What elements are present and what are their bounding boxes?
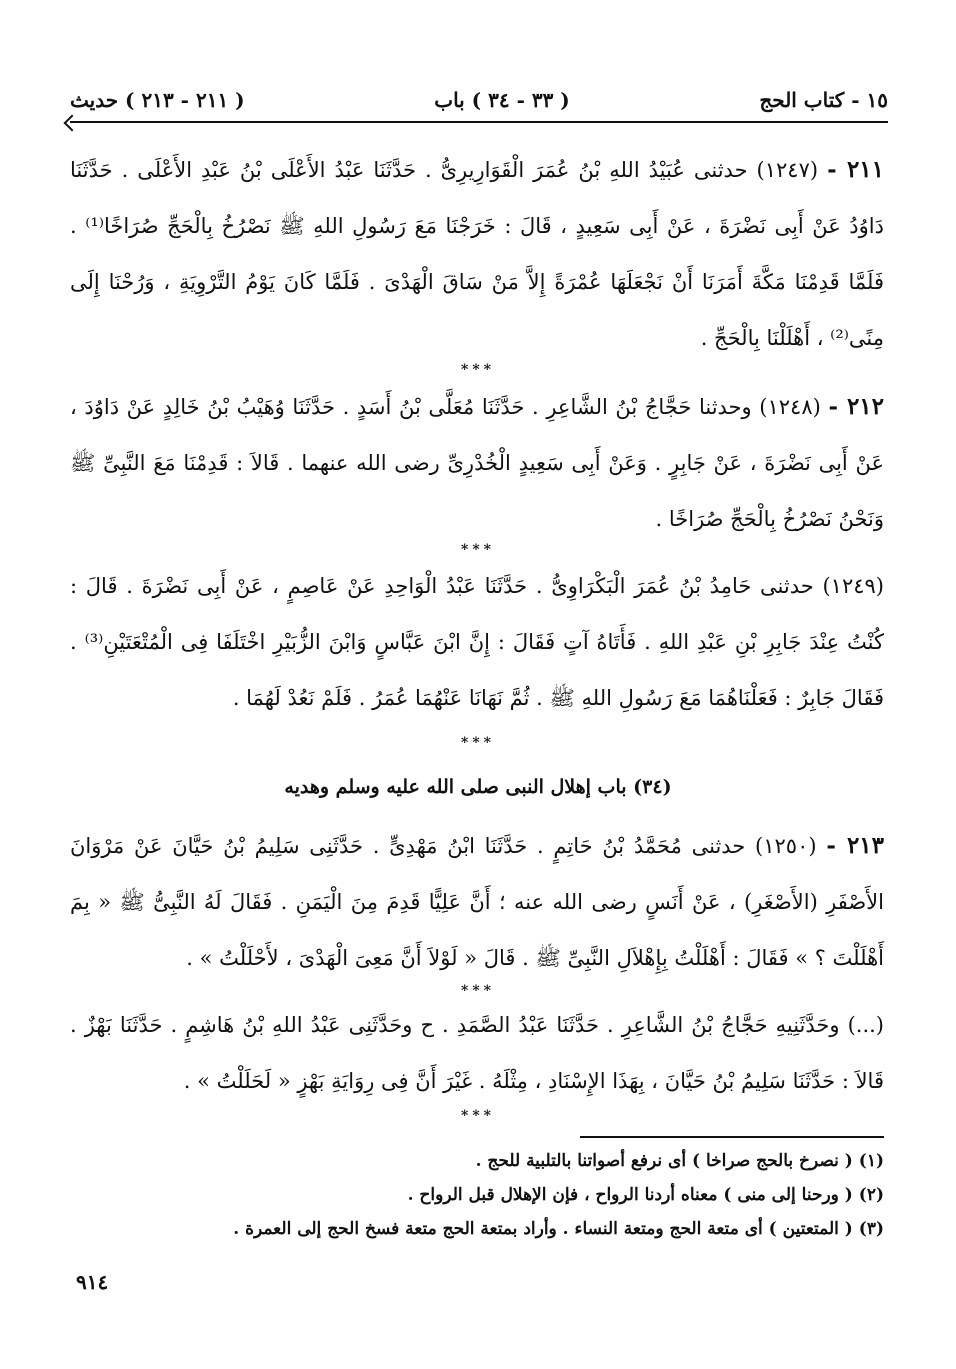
hadith-text: (١٢٤٧) حدثنى عُبَيْدُ اللهِ بْنُ عُمَرَ الْقَوَارِيرِىُّ . حَدَّثَنَا عَبْدُ الأَعْلَى بْنُ عَبْدِ الأَعْلَى . حَدَّثَنَا دَاوُدُ عَنْ أَبِى نَضْرَةَ ، عَنْ أَبِى سَعِيدٍ ، قَالَ : خَرَجْنَا مَعَ رَسُولِ اللهِ ﷺ نَصْرُخُ بِالْحَجِّ صُرَاخًا⁽¹⁾ . فَلَمَّا قَدِمْنَا مَكَّةَ أَمَرَنَا أَنْ نَجْعَلَهَا عُمْرَةً إِلاَّ مَنْ سَاقَ الْهَدْىَ . فَلَمَّا كَانَ يَوْمُ التَّرْوِيَةِ ، وَرُحْنَا إِلَى مِنًى⁽²⁾ ، أَهْلَلْنَا بِالْحَجِّ .: [70, 158, 884, 350]
footnote: (١) ( نصرخ بالحج صراخا ) أى نرفع أصواتنا بالتلبية للحج .: [475, 1151, 884, 1171]
section-separator: ***: [461, 542, 495, 558]
page-number: ٩١٤: [76, 1270, 109, 1294]
footnotes: [80, 1144, 884, 1246]
section-separator: ***: [461, 362, 495, 378]
section-separator: ***: [461, 735, 495, 751]
hadith-211: [70, 142, 884, 366]
footnote: (٢) ( ورحنا إلى منى ) معناه أردنا الرواح ، فإن الإهلال قبل الرواح .: [407, 1185, 884, 1205]
hadith-text: (١٢٤٩) حدثنى حَامِدُ بْنُ عُمَرَ الْبَكْرَاوِىُّ . حَدَّثَنَا عَبْدُ الْوَاحِدِ عَنْ عَاصِمٍ ، عَنْ أَبِى نَضْرَةَ . قَالَ : كُنْتُ عِنْدَ جَابِرِ بْنِ عَبْدِ اللهِ . فَأَتَاهُ آتٍ فَقَالَ : إِنَّ ابْنَ عَبَّاسٍ وَابْنَ الزُّبَيْرِ اخْتَلَفَا فِى الْمُتْعَتَيْنِ⁽³⁾ . فَقَالَ جَابِرٌ : فَعَلْنَاهُمَا مَعَ رَسُولِ اللهِ ﷺ . ثُمَّ نَهَانَا عَنْهُمَا عُمَرُ . فَلَمْ نَعُدْ لَهُمَا .: [70, 574, 884, 710]
hadith-text: (١٢٥٠) حدثنى مُحَمَّدُ بْنُ حَاتِمٍ . حَدَّثَنَا ابْنُ مَهْدِىٍّ . حَدَّثَنِى سَلِيمُ بْنُ حَيَّانَ عَنْ مَرْوَانَ الأَصْفَرِ (الأَصْغَرِ) ، عَنْ أَنَسٍ رضى الله عنه ؛ أَنَّ عَلِيًّا قَدِمَ مِنَ الْيَمَنِ . فَقَالَ لَهُ النَّبِىُّ ﷺ « بِمَ أَهْلَلْتَ ؟ » فَقَالَ : أَهْلَلْتُ بِإِهْلاَلِ النَّبِىِّ ﷺ . قَالَ « لَوْلاَ أَنَّ مَعِىَ الْهَدْىَ ، لأَحْلَلْتُ » .: [70, 834, 884, 970]
hadith-text: (...) وحَدَّثَنِيهِ حَجَّاجُ بْنُ الشَّاعِرِ . حَدَّثَنَا عَبْدُ الصَّمَدِ . ح وحَدَّثَنِى عَبْدُ اللهِ بْنُ هَاشِمٍ . حَدَّثَنَا بَهْزٌ . قَالاَ : حَدَّثَنَا سَلِيمُ بْنُ حَيَّانَ ، بِهَذَا الإِسْنَادِ ، مِثْلَهُ . غَيْرَ أَنَّ فِى رِوَايَةِ بَهْزٍ « لَحَلَلْتُ » .: [70, 1013, 884, 1093]
section-separator: ***: [461, 983, 495, 999]
hadith-1249: [70, 558, 884, 726]
hadith-213: [70, 818, 884, 986]
footnote: (٣) ( المتعتين ) أى متعة الحج ومتعة النساء . وأراد بمتعة الحج متعة فسخ الحج إلى العمرة .: [233, 1219, 884, 1239]
running-header: [70, 82, 888, 118]
section-separator: ***: [461, 1108, 495, 1124]
hadith-text: (١٢٤٨) وحدثنا حَجَّاجُ بْنُ الشَّاعِرِ . حَدَّثَنَا مُعَلَّى بْنُ أَسَدٍ . حَدَّثَنَا وُهَيْبُ بْنُ خَالِدٍ عَنْ دَاوُدَ ، عَنْ أَبِى نَضْرَةَ ، عَنْ جَابِرٍ . وَعَنْ أَبِى سَعِيدٍ الْخُدْرِىِّ رضى الله عنهما . قَالاَ : قَدِمْنَا مَعَ النَّبِىِّ ﷺ وَنَحْنُ نَصْرُخُ بِالْحَجِّ صُرَاخًا .: [70, 395, 884, 531]
hadith-number: ٢١١ -: [827, 156, 884, 183]
header-rule: [70, 121, 888, 123]
hadith-continuation: [70, 997, 884, 1109]
hadith-212: [70, 379, 884, 547]
footnote-rule: [580, 1136, 884, 1138]
chapter-title: (٣٤) باب إهلال النبى صلى الله عليه وسلم وهديه: [284, 776, 672, 798]
hadith-number: ٢١٣ -: [826, 832, 884, 859]
hadith-number: ٢١٢ -: [828, 393, 884, 420]
header-book-title: ١٥ - كتاب الحج: [759, 88, 888, 112]
header-hadith-range: ( ٢١١ - ٢١٣ ) حديث: [70, 88, 245, 112]
header-chapter-range: ( ٣٣ - ٣٤ ) باب: [434, 88, 570, 112]
